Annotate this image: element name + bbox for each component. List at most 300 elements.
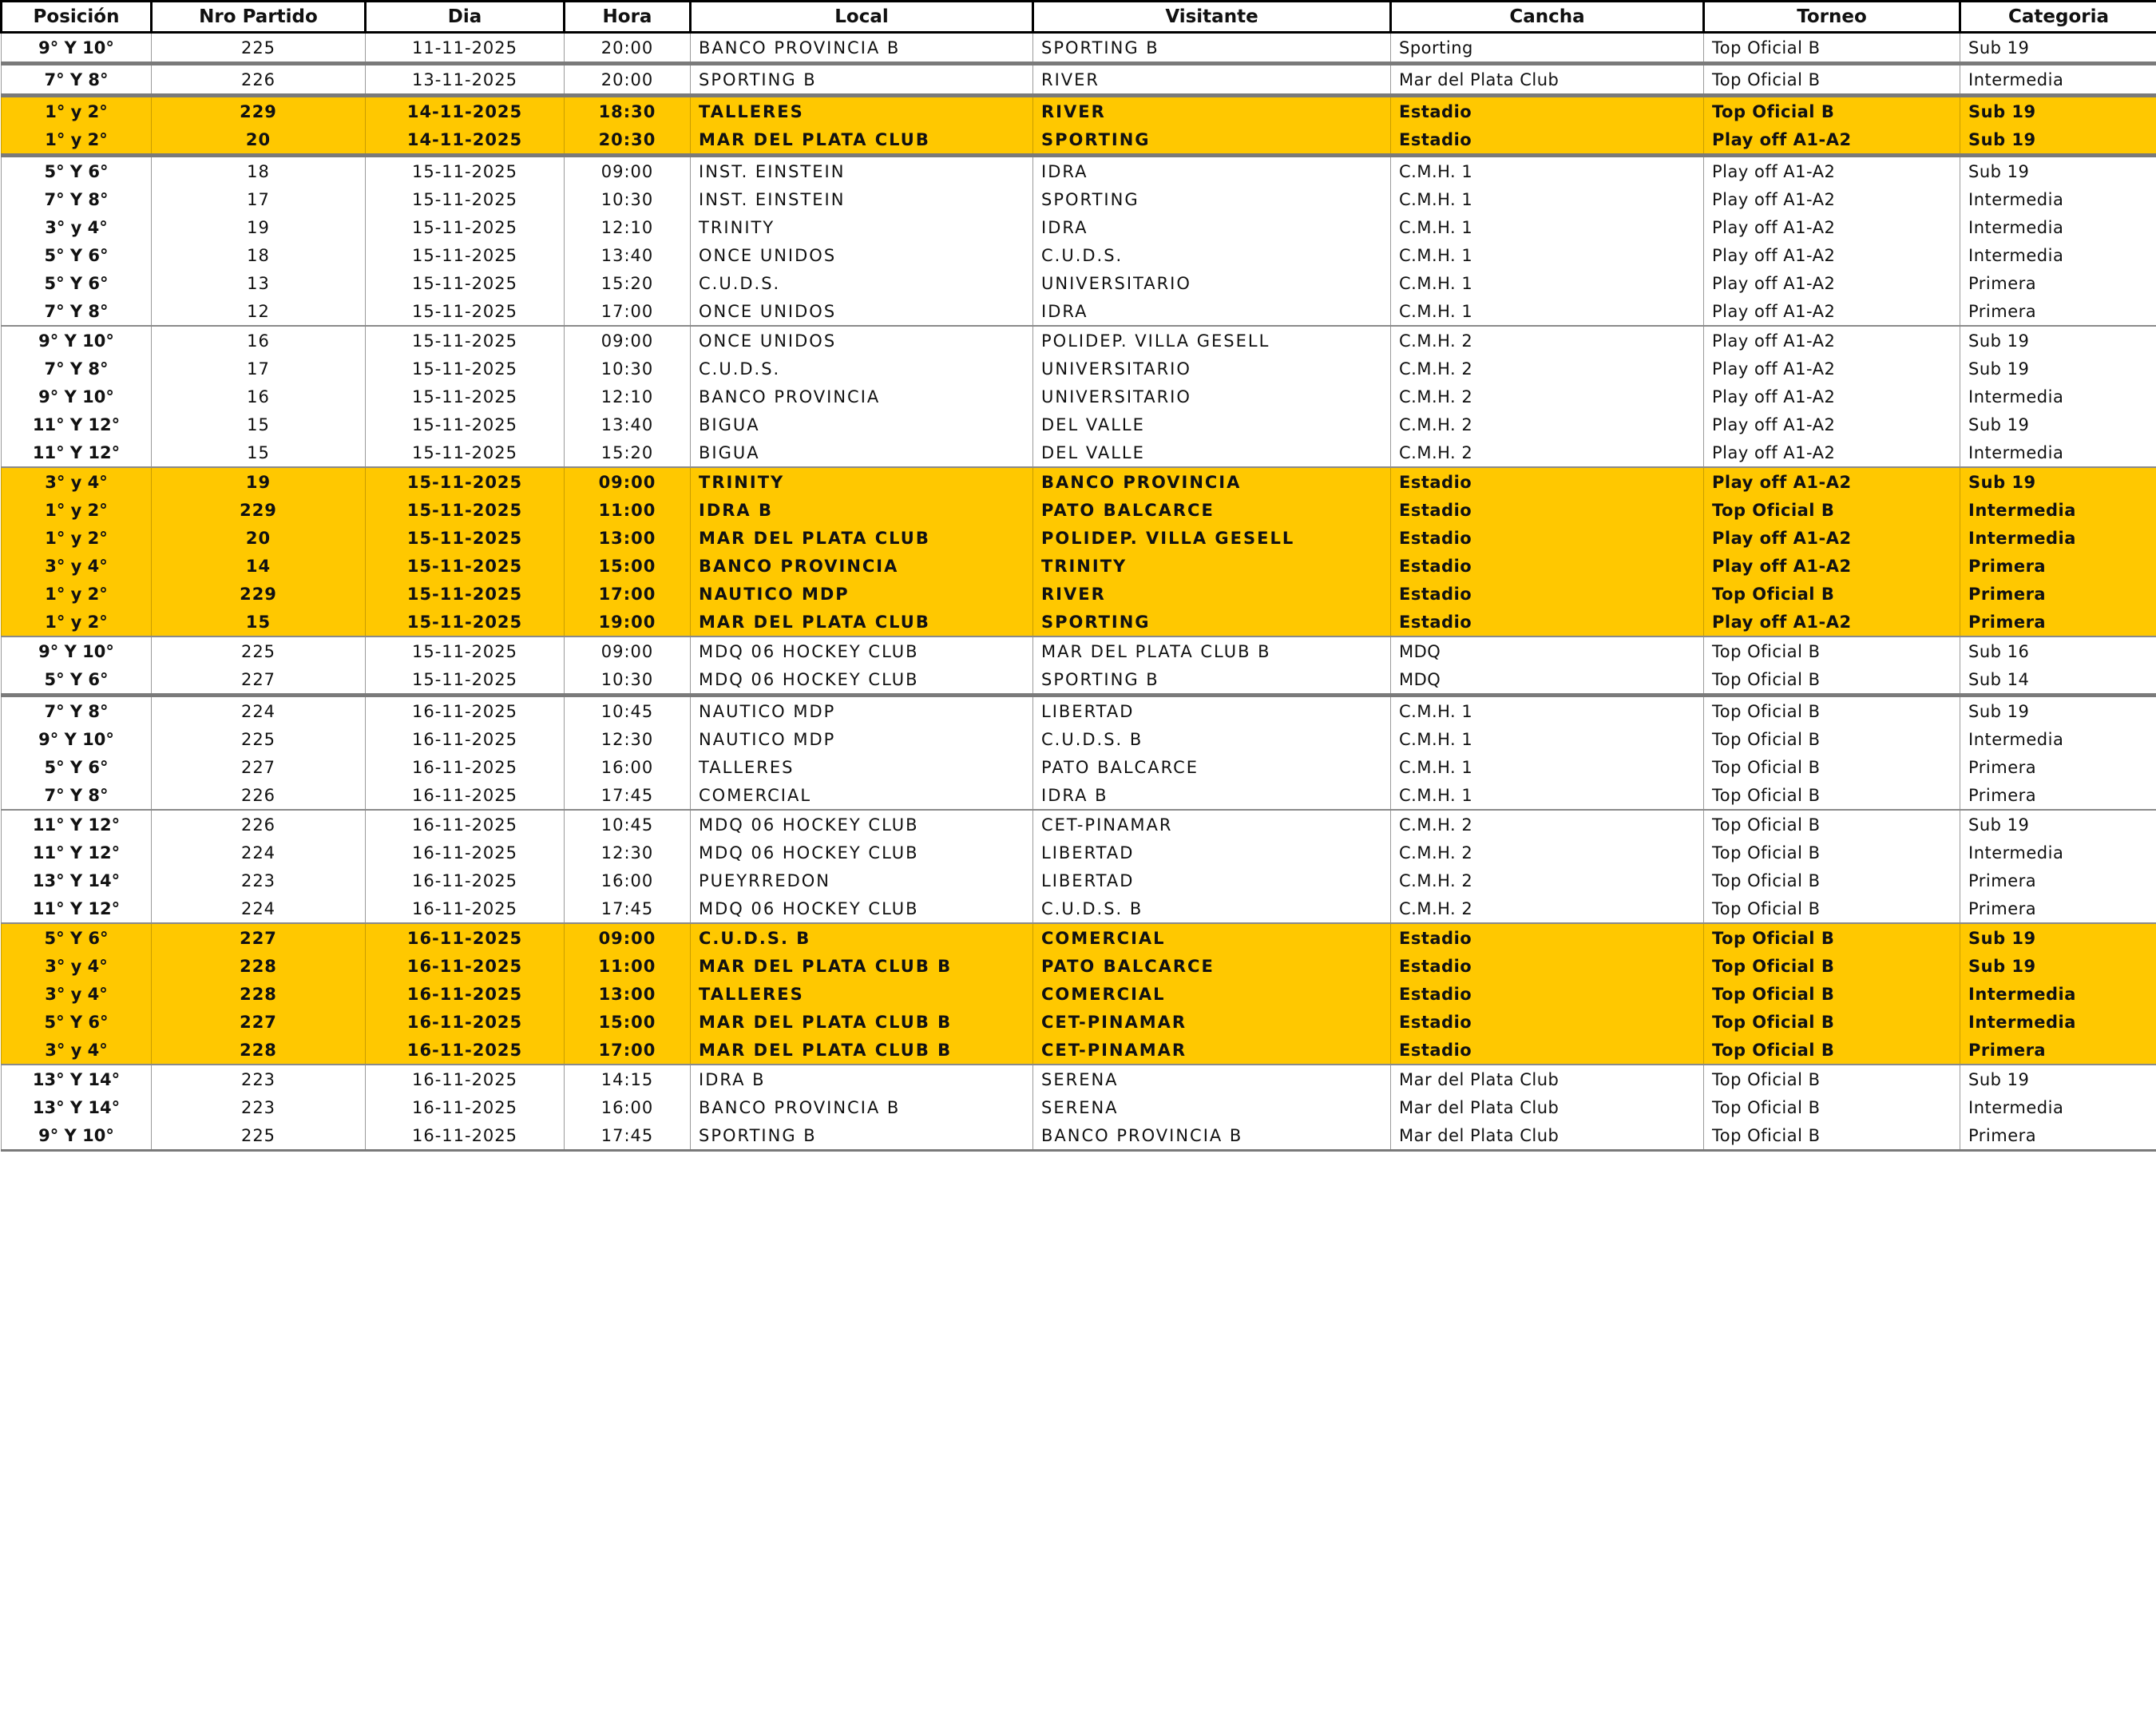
categoria-cell: Intermedia — [1960, 185, 2156, 213]
hora-cell: 12:10 — [565, 213, 691, 241]
local-cell: TALLERES — [691, 980, 1033, 1008]
local-cell: TRINITY — [691, 467, 1033, 496]
dia-cell: 16-11-2025 — [366, 839, 565, 866]
dia-cell: 14-11-2025 — [366, 125, 565, 156]
hora-cell: 15:20 — [565, 269, 691, 297]
local-cell: TALLERES — [691, 753, 1033, 781]
nro-partido-cell: 223 — [152, 866, 366, 894]
posicion-cell: 1° y 2° — [2, 96, 152, 126]
nro-partido-cell: 228 — [152, 1036, 366, 1065]
local-cell: MAR DEL PLATA CLUB B — [691, 1036, 1033, 1065]
visitante-cell: RIVER — [1033, 96, 1391, 126]
visitante-cell: TRINITY — [1033, 552, 1391, 580]
visitante-cell: C.U.D.S. B — [1033, 894, 1391, 923]
torneo-cell: Top Oficial B — [1704, 696, 1960, 726]
torneo-cell: Top Oficial B — [1704, 1036, 1960, 1065]
dia-cell: 15-11-2025 — [366, 185, 565, 213]
posicion-cell: 3° y 4° — [2, 552, 152, 580]
local-cell: MDQ 06 HOCKEY CLUB — [691, 839, 1033, 866]
dia-cell: 15-11-2025 — [366, 665, 565, 696]
dia-cell: 15-11-2025 — [366, 156, 565, 186]
table-row — [2, 1121, 2156, 1151]
torneo-cell: Play off A1-A2 — [1704, 185, 1960, 213]
nro-partido-cell: 13 — [152, 269, 366, 297]
dia-cell: 15-11-2025 — [366, 297, 565, 326]
visitante-cell: PATO BALCARCE — [1033, 952, 1391, 980]
nro-partido-cell: 17 — [152, 355, 366, 383]
cancha-cell: Estadio — [1391, 552, 1704, 580]
hora-cell: 13:40 — [565, 410, 691, 438]
posicion-cell: 9° Y 10° — [2, 725, 152, 753]
hora-cell: 12:30 — [565, 839, 691, 866]
table-row — [2, 1065, 2156, 1093]
visitante-cell: POLIDEP. VILLA GESELL — [1033, 326, 1391, 355]
visitante-cell: DEL VALLE — [1033, 438, 1391, 467]
nro-partido-cell: 16 — [152, 383, 366, 410]
posicion-cell: 5° Y 6° — [2, 156, 152, 186]
torneo-cell: Top Oficial B — [1704, 781, 1960, 810]
match-rows — [2, 33, 2156, 1151]
local-cell: COMERCIAL — [691, 781, 1033, 810]
posicion-cell: 11° Y 12° — [2, 438, 152, 467]
posicion-cell: 9° Y 10° — [2, 326, 152, 355]
hora-cell: 13:40 — [565, 241, 691, 269]
nro-partido-cell: 223 — [152, 1065, 366, 1093]
torneo-cell: Top Oficial B — [1704, 952, 1960, 980]
torneo-cell: Play off A1-A2 — [1704, 241, 1960, 269]
local-cell: MAR DEL PLATA CLUB — [691, 524, 1033, 552]
torneo-cell: Top Oficial B — [1704, 753, 1960, 781]
torneo-cell: Top Oficial B — [1704, 1065, 1960, 1093]
cancha-cell: Estadio — [1391, 1008, 1704, 1036]
nro-partido-cell: 227 — [152, 923, 366, 952]
table-row — [2, 383, 2156, 410]
categoria-cell: Primera — [1960, 269, 2156, 297]
dia-cell: 15-11-2025 — [366, 241, 565, 269]
posicion-cell: 9° Y 10° — [2, 33, 152, 64]
nro-partido-cell: 223 — [152, 1093, 366, 1121]
posicion-cell: 5° Y 6° — [2, 241, 152, 269]
visitante-cell: MAR DEL PLATA CLUB B — [1033, 636, 1391, 665]
visitante-cell: SPORTING — [1033, 125, 1391, 156]
cancha-cell: Estadio — [1391, 496, 1704, 524]
nro-partido-cell: 225 — [152, 636, 366, 665]
categoria-cell: Intermedia — [1960, 496, 2156, 524]
local-cell: SPORTING B — [691, 64, 1033, 96]
cancha-cell: C.M.H. 1 — [1391, 269, 1704, 297]
table-row — [2, 410, 2156, 438]
table-row — [2, 156, 2156, 186]
dia-cell: 15-11-2025 — [366, 326, 565, 355]
hora-cell: 20:00 — [565, 33, 691, 64]
dia-cell: 14-11-2025 — [366, 96, 565, 126]
posicion-cell: 3° y 4° — [2, 1036, 152, 1065]
categoria-cell: Primera — [1960, 1121, 2156, 1151]
hora-cell: 09:00 — [565, 467, 691, 496]
posicion-cell: 5° Y 6° — [2, 269, 152, 297]
visitante-cell: C.U.D.S. — [1033, 241, 1391, 269]
hora-cell: 17:00 — [565, 580, 691, 608]
categoria-cell: Sub 19 — [1960, 810, 2156, 839]
categoria-cell: Intermedia — [1960, 438, 2156, 467]
torneo-cell: Top Oficial B — [1704, 96, 1960, 126]
visitante-cell: LIBERTAD — [1033, 866, 1391, 894]
local-cell: NAUTICO MDP — [691, 696, 1033, 726]
hora-cell: 14:15 — [565, 1065, 691, 1093]
posicion-cell: 11° Y 12° — [2, 410, 152, 438]
local-cell: ONCE UNIDOS — [691, 297, 1033, 326]
categoria-cell: Primera — [1960, 580, 2156, 608]
table-row — [2, 952, 2156, 980]
hora-cell: 12:10 — [565, 383, 691, 410]
local-cell: MDQ 06 HOCKEY CLUB — [691, 636, 1033, 665]
hora-cell: 15:00 — [565, 552, 691, 580]
dia-cell: 11-11-2025 — [366, 33, 565, 64]
categoria-cell: Primera — [1960, 753, 2156, 781]
table-row — [2, 185, 2156, 213]
torneo-cell: Top Oficial B — [1704, 894, 1960, 923]
categoria-cell: Sub 19 — [1960, 952, 2156, 980]
visitante-cell: C.U.D.S. B — [1033, 725, 1391, 753]
cancha-cell: Estadio — [1391, 125, 1704, 156]
categoria-cell: Sub 19 — [1960, 923, 2156, 952]
local-cell: TALLERES — [691, 96, 1033, 126]
table-row — [2, 297, 2156, 326]
nro-partido-cell: 18 — [152, 156, 366, 186]
torneo-cell: Top Oficial B — [1704, 636, 1960, 665]
local-cell: INST. EINSTEIN — [691, 185, 1033, 213]
header-torneo: Torneo — [1704, 2, 1960, 33]
dia-cell: 16-11-2025 — [366, 1093, 565, 1121]
hora-cell: 20:00 — [565, 64, 691, 96]
local-cell: MDQ 06 HOCKEY CLUB — [691, 894, 1033, 923]
header-dia: Dia — [366, 2, 565, 33]
nro-partido-cell: 224 — [152, 894, 366, 923]
local-cell: BANCO PROVINCIA — [691, 552, 1033, 580]
table-row — [2, 580, 2156, 608]
categoria-cell: Sub 19 — [1960, 156, 2156, 186]
nro-partido-cell: 224 — [152, 696, 366, 726]
visitante-cell: UNIVERSITARIO — [1033, 383, 1391, 410]
visitante-cell: COMERCIAL — [1033, 923, 1391, 952]
cancha-cell: C.M.H. 1 — [1391, 781, 1704, 810]
cancha-cell: C.M.H. 1 — [1391, 213, 1704, 241]
categoria-cell: Primera — [1960, 297, 2156, 326]
categoria-cell: Intermedia — [1960, 524, 2156, 552]
categoria-cell: Sub 19 — [1960, 326, 2156, 355]
table-row — [2, 608, 2156, 636]
hora-cell: 10:30 — [565, 355, 691, 383]
categoria-cell: Intermedia — [1960, 1008, 2156, 1036]
hora-cell: 15:20 — [565, 438, 691, 467]
dia-cell: 16-11-2025 — [366, 753, 565, 781]
posicion-cell: 11° Y 12° — [2, 839, 152, 866]
cancha-cell: C.M.H. 1 — [1391, 753, 1704, 781]
table-row — [2, 980, 2156, 1008]
hora-cell: 16:00 — [565, 753, 691, 781]
torneo-cell: Top Oficial B — [1704, 923, 1960, 952]
visitante-cell: IDRA — [1033, 213, 1391, 241]
torneo-cell: Play off A1-A2 — [1704, 552, 1960, 580]
dia-cell: 16-11-2025 — [366, 952, 565, 980]
categoria-cell: Intermedia — [1960, 839, 2156, 866]
visitante-cell: CET-PINAMAR — [1033, 1008, 1391, 1036]
hora-cell: 10:45 — [565, 810, 691, 839]
nro-partido-cell: 15 — [152, 410, 366, 438]
visitante-cell: DEL VALLE — [1033, 410, 1391, 438]
hora-cell: 17:45 — [565, 1121, 691, 1151]
nro-partido-cell: 228 — [152, 952, 366, 980]
cancha-cell: Estadio — [1391, 467, 1704, 496]
dia-cell: 15-11-2025 — [366, 383, 565, 410]
nro-partido-cell: 224 — [152, 839, 366, 866]
visitante-cell: SPORTING — [1033, 608, 1391, 636]
cancha-cell: Estadio — [1391, 524, 1704, 552]
local-cell: MAR DEL PLATA CLUB — [691, 125, 1033, 156]
cancha-cell: Estadio — [1391, 952, 1704, 980]
table-row — [2, 866, 2156, 894]
header-row — [2, 2, 2156, 33]
local-cell: MAR DEL PLATA CLUB — [691, 608, 1033, 636]
nro-partido-cell: 229 — [152, 96, 366, 126]
categoria-cell: Sub 19 — [1960, 33, 2156, 64]
dia-cell: 16-11-2025 — [366, 781, 565, 810]
hora-cell: 12:30 — [565, 725, 691, 753]
nro-partido-cell: 15 — [152, 438, 366, 467]
torneo-cell: Play off A1-A2 — [1704, 467, 1960, 496]
torneo-cell: Top Oficial B — [1704, 810, 1960, 839]
posicion-cell: 3° y 4° — [2, 213, 152, 241]
nro-partido-cell: 229 — [152, 580, 366, 608]
visitante-cell: BANCO PROVINCIA B — [1033, 1121, 1391, 1151]
dia-cell: 16-11-2025 — [366, 923, 565, 952]
torneo-cell: Top Oficial B — [1704, 980, 1960, 1008]
posicion-cell: 13° Y 14° — [2, 1065, 152, 1093]
cancha-cell: Mar del Plata Club — [1391, 1121, 1704, 1151]
categoria-cell: Sub 16 — [1960, 636, 2156, 665]
torneo-cell: Top Oficial B — [1704, 496, 1960, 524]
posicion-cell: 1° y 2° — [2, 524, 152, 552]
table-row — [2, 725, 2156, 753]
posicion-cell: 1° y 2° — [2, 496, 152, 524]
posicion-cell: 7° Y 8° — [2, 355, 152, 383]
cancha-cell: C.M.H. 2 — [1391, 326, 1704, 355]
dia-cell: 13-11-2025 — [366, 64, 565, 96]
visitante-cell: SPORTING B — [1033, 33, 1391, 64]
nro-partido-cell: 16 — [152, 326, 366, 355]
header-hora: Hora — [565, 2, 691, 33]
header-visitante: Visitante — [1033, 2, 1391, 33]
categoria-cell: Sub 14 — [1960, 665, 2156, 696]
nro-partido-cell: 228 — [152, 980, 366, 1008]
local-cell: BANCO PROVINCIA B — [691, 1093, 1033, 1121]
posicion-cell: 5° Y 6° — [2, 1008, 152, 1036]
torneo-cell: Top Oficial B — [1704, 580, 1960, 608]
visitante-cell: LIBERTAD — [1033, 839, 1391, 866]
posicion-cell: 9° Y 10° — [2, 1121, 152, 1151]
hora-cell: 09:00 — [565, 636, 691, 665]
local-cell: BIGUA — [691, 410, 1033, 438]
cancha-cell: C.M.H. 1 — [1391, 241, 1704, 269]
categoria-cell: Sub 19 — [1960, 1065, 2156, 1093]
local-cell: ONCE UNIDOS — [691, 241, 1033, 269]
nro-partido-cell: 14 — [152, 552, 366, 580]
table-row — [2, 839, 2156, 866]
visitante-cell: PATO BALCARCE — [1033, 753, 1391, 781]
cancha-cell: Mar del Plata Club — [1391, 1065, 1704, 1093]
table-row — [2, 923, 2156, 952]
visitante-cell: RIVER — [1033, 64, 1391, 96]
visitante-cell: IDRA B — [1033, 781, 1391, 810]
cancha-cell: Estadio — [1391, 923, 1704, 952]
nro-partido-cell: 229 — [152, 496, 366, 524]
local-cell: C.U.D.S. B — [691, 923, 1033, 952]
categoria-cell: Primera — [1960, 608, 2156, 636]
visitante-cell: IDRA — [1033, 156, 1391, 186]
local-cell: NAUTICO MDP — [691, 580, 1033, 608]
categoria-cell: Sub 19 — [1960, 355, 2156, 383]
table-row — [2, 496, 2156, 524]
nro-partido-cell: 227 — [152, 665, 366, 696]
visitante-cell: COMERCIAL — [1033, 980, 1391, 1008]
visitante-cell: LIBERTAD — [1033, 696, 1391, 726]
local-cell: PUEYRREDON — [691, 866, 1033, 894]
torneo-cell: Top Oficial B — [1704, 665, 1960, 696]
table-row — [2, 213, 2156, 241]
cancha-cell: Estadio — [1391, 96, 1704, 126]
torneo-cell: Play off A1-A2 — [1704, 269, 1960, 297]
visitante-cell: UNIVERSITARIO — [1033, 269, 1391, 297]
nro-partido-cell: 227 — [152, 1008, 366, 1036]
cancha-cell: C.M.H. 1 — [1391, 185, 1704, 213]
posicion-cell: 7° Y 8° — [2, 297, 152, 326]
cancha-cell: Estadio — [1391, 608, 1704, 636]
hora-cell: 11:00 — [565, 496, 691, 524]
torneo-cell: Play off A1-A2 — [1704, 438, 1960, 467]
torneo-cell: Top Oficial B — [1704, 725, 1960, 753]
dia-cell: 16-11-2025 — [366, 1121, 565, 1151]
posicion-cell: 11° Y 12° — [2, 810, 152, 839]
dia-cell: 15-11-2025 — [366, 580, 565, 608]
table-row — [2, 1093, 2156, 1121]
categoria-cell: Primera — [1960, 894, 2156, 923]
cancha-cell: C.M.H. 2 — [1391, 438, 1704, 467]
categoria-cell: Intermedia — [1960, 213, 2156, 241]
categoria-cell: Sub 19 — [1960, 696, 2156, 726]
table-row — [2, 552, 2156, 580]
table-row — [2, 781, 2156, 810]
visitante-cell: SERENA — [1033, 1093, 1391, 1121]
nro-partido-cell: 19 — [152, 213, 366, 241]
cancha-cell: C.M.H. 2 — [1391, 383, 1704, 410]
local-cell: BIGUA — [691, 438, 1033, 467]
posicion-cell: 9° Y 10° — [2, 383, 152, 410]
hora-cell: 15:00 — [565, 1008, 691, 1036]
dia-cell: 16-11-2025 — [366, 980, 565, 1008]
cancha-cell: Estadio — [1391, 1036, 1704, 1065]
torneo-cell: Play off A1-A2 — [1704, 213, 1960, 241]
visitante-cell: CET-PINAMAR — [1033, 1036, 1391, 1065]
posicion-cell: 3° y 4° — [2, 952, 152, 980]
cancha-cell: C.M.H. 2 — [1391, 355, 1704, 383]
nro-partido-cell: 17 — [152, 185, 366, 213]
categoria-cell: Intermedia — [1960, 1093, 2156, 1121]
categoria-cell: Sub 19 — [1960, 410, 2156, 438]
posicion-cell: 7° Y 8° — [2, 185, 152, 213]
nro-partido-cell: 225 — [152, 33, 366, 64]
dia-cell: 15-11-2025 — [366, 438, 565, 467]
local-cell: IDRA B — [691, 496, 1033, 524]
dia-cell: 15-11-2025 — [366, 213, 565, 241]
table-row — [2, 1008, 2156, 1036]
local-cell: NAUTICO MDP — [691, 725, 1033, 753]
hora-cell: 13:00 — [565, 524, 691, 552]
posicion-cell: 3° y 4° — [2, 467, 152, 496]
torneo-cell: Play off A1-A2 — [1704, 608, 1960, 636]
header-nro-partido: Nro Partido — [152, 2, 366, 33]
hora-cell: 17:45 — [565, 894, 691, 923]
table-row — [2, 696, 2156, 726]
visitante-cell: SPORTING B — [1033, 665, 1391, 696]
nro-partido-cell: 226 — [152, 781, 366, 810]
dia-cell: 15-11-2025 — [366, 608, 565, 636]
dia-cell: 16-11-2025 — [366, 725, 565, 753]
hora-cell: 11:00 — [565, 952, 691, 980]
visitante-cell: UNIVERSITARIO — [1033, 355, 1391, 383]
cancha-cell: MDQ — [1391, 636, 1704, 665]
cancha-cell: C.M.H. 1 — [1391, 297, 1704, 326]
categoria-cell: Intermedia — [1960, 725, 2156, 753]
local-cell: INST. EINSTEIN — [691, 156, 1033, 186]
dia-cell: 16-11-2025 — [366, 810, 565, 839]
dia-cell: 15-11-2025 — [366, 467, 565, 496]
hora-cell: 16:00 — [565, 1093, 691, 1121]
torneo-cell: Top Oficial B — [1704, 866, 1960, 894]
hora-cell: 16:00 — [565, 866, 691, 894]
dia-cell: 16-11-2025 — [366, 894, 565, 923]
cancha-cell: MDQ — [1391, 665, 1704, 696]
hora-cell: 13:00 — [565, 980, 691, 1008]
table-row — [2, 665, 2156, 696]
torneo-cell: Top Oficial B — [1704, 1093, 1960, 1121]
table-row — [2, 467, 2156, 496]
dia-cell: 16-11-2025 — [366, 1036, 565, 1065]
categoria-cell: Intermedia — [1960, 64, 2156, 96]
posicion-cell: 7° Y 8° — [2, 64, 152, 96]
hora-cell: 10:30 — [565, 185, 691, 213]
posicion-cell: 9° Y 10° — [2, 636, 152, 665]
torneo-cell: Play off A1-A2 — [1704, 410, 1960, 438]
hora-cell: 10:30 — [565, 665, 691, 696]
nro-partido-cell: 226 — [152, 64, 366, 96]
dia-cell: 16-11-2025 — [366, 1008, 565, 1036]
visitante-cell: SPORTING — [1033, 185, 1391, 213]
posicion-cell: 3° y 4° — [2, 980, 152, 1008]
dia-cell: 16-11-2025 — [366, 696, 565, 726]
local-cell: BANCO PROVINCIA B — [691, 33, 1033, 64]
dia-cell: 15-11-2025 — [366, 636, 565, 665]
categoria-cell: Intermedia — [1960, 241, 2156, 269]
table-row — [2, 125, 2156, 156]
categoria-cell: Primera — [1960, 781, 2156, 810]
table-row — [2, 1036, 2156, 1065]
nro-partido-cell: 20 — [152, 524, 366, 552]
hora-cell: 17:00 — [565, 297, 691, 326]
categoria-cell: Sub 19 — [1960, 96, 2156, 126]
posicion-cell: 11° Y 12° — [2, 894, 152, 923]
hora-cell: 10:45 — [565, 696, 691, 726]
table-row — [2, 524, 2156, 552]
